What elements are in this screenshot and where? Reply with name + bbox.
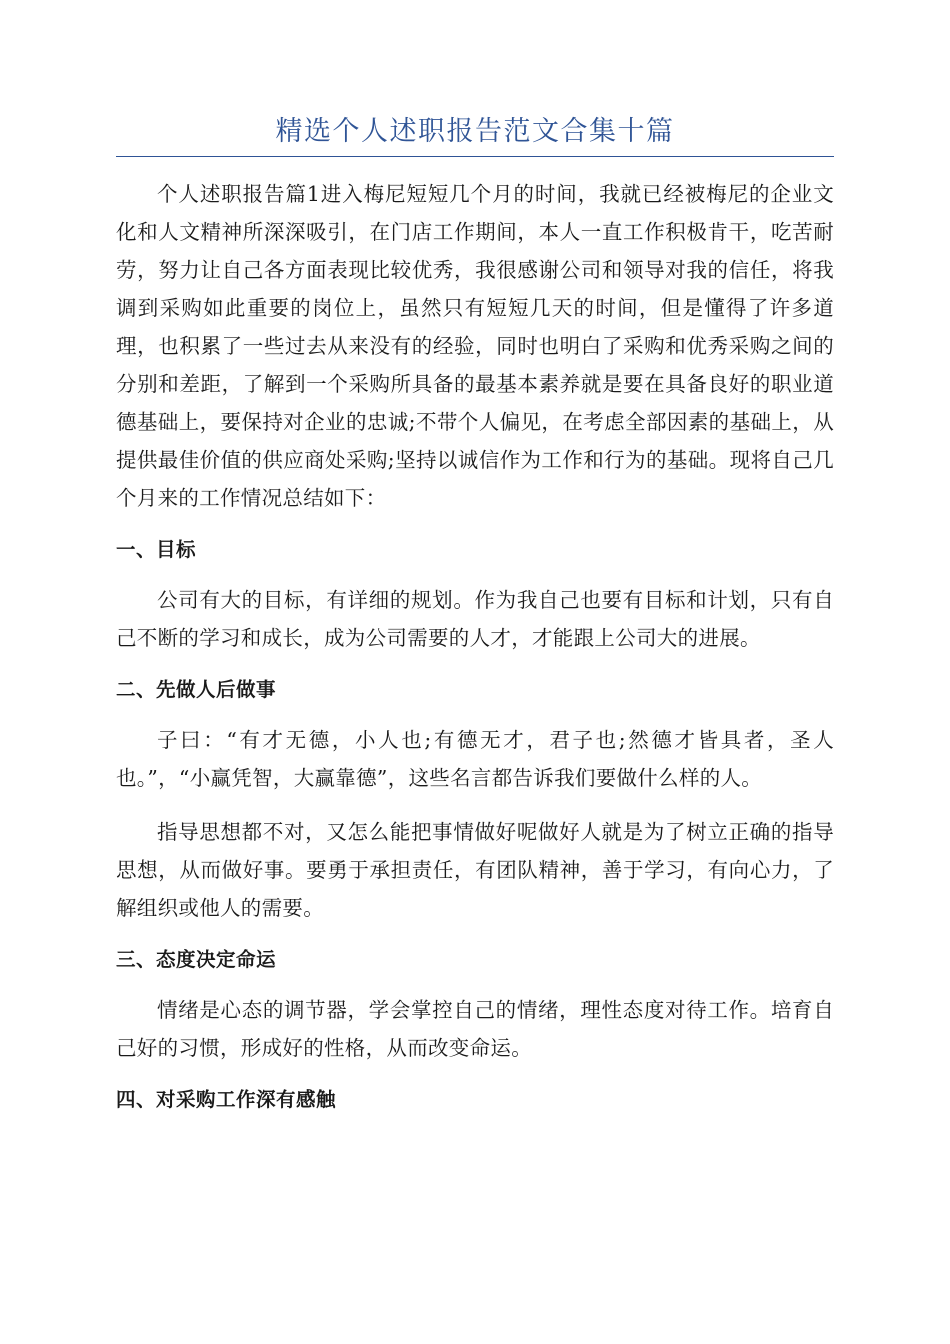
document-title: 精选个人述职报告范文合集十篇 bbox=[275, 116, 675, 147]
section-paragraph: 指导思想都不对，又怎么能把事情做好呢做好人就是为了树立正确的指导思想，从而做好事。要勇于承担责任，有团队精神，善于学习，有向心力，了解组织或他人的需要。 bbox=[116, 820, 834, 920]
section-heading: 四、对采购工作深有感触 bbox=[116, 1088, 337, 1111]
section-heading: 三、态度决定命运 bbox=[116, 948, 277, 971]
section-heading: 一、目标 bbox=[116, 538, 197, 561]
paragraph-gap bbox=[116, 797, 834, 813]
intro-paragraph: 个人述职报告篇1进入梅尼短短几个月的时间，我就已经被梅尼的企业文化和人文精神所深深吸引，在门店工作期间，本人一直工作积极肯干，吃苦耐劳，努力让自己各方面表现比较优秀，我很感谢公司和领导对我的信任，将我调到采购如此重要的岗位上，虽然只有短短几天的时间，但是懂得了许多道理，也积累了一些过去从来没有的经验，同时也明白了采购和优秀采购之间的分别和差距，了解到一个采购所具备的最基本素养就是要在具备良好的职业道德基础上，要保持对企业的忠诚;不带个人偏见，在考虑全部因素的基础上，从提供最佳价值的供应商处采购;坚持以诚信作为工作和行为的基础。现将自己几个月来的工作情况总结如下： bbox=[116, 182, 834, 510]
section-1 bbox=[116, 533, 834, 657]
section-paragraph: 子曰：“有才无德，小人也;有德无才，君子也;然德才皆具者，圣人也。”，“小赢凭智，大赢靠德”，这些名言都告诉我们要做什么样的人。 bbox=[116, 728, 834, 790]
section-heading: 二、先做人后做事 bbox=[116, 678, 277, 701]
section-4 bbox=[116, 1083, 834, 1117]
section-3 bbox=[116, 943, 834, 1067]
document-page bbox=[116, 112, 834, 1131]
section-2 bbox=[116, 673, 834, 927]
title-block bbox=[116, 112, 834, 157]
section-paragraph: 公司有大的目标，有详细的规划。作为我自己也要有目标和计划，只有自己不断的学习和成长，成为公司需要的人才，才能跟上公司大的进展。 bbox=[116, 588, 834, 650]
section-paragraph: 情绪是心态的调节器，学会掌控自己的情绪，理性态度对待工作。培育自己好的习惯，形成好的性格，从而改变命运。 bbox=[116, 998, 834, 1060]
